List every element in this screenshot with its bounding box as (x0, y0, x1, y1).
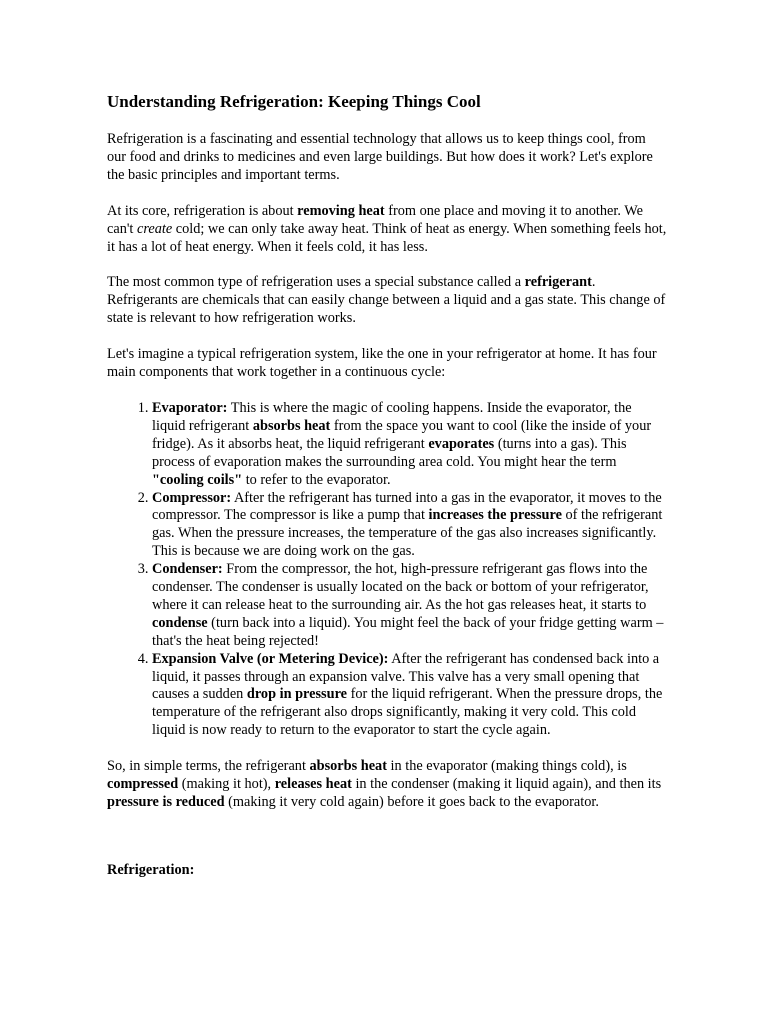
expansion-valve-text-2: for the liquid refrigerant. When the pressure drops, the temperature of the refrigerant also drops significantly, making it very cold. This cold liquid is now ready to return to the evaporator to start the cycle again. (152, 686, 663, 739)
compressor-bold-1: increases the pressure (428, 507, 562, 524)
summary-text-4: in the condenser (making it liquid again), and then its (351, 776, 662, 793)
condenser-text-1: From the compressor, the hot, high-pressure refrigerant gas flows into the condenser. The condenser is usually located on the back or bottom of your refrigerator, where it can release heat to the surrounding air. As the hot gas releases heat, it starts to (152, 561, 649, 613)
expansion-valve-text-1: After the refrigerant has condensed back into a liquid, it passes through an expansion valve. This valve has a very small opening that causes a sudden (152, 650, 660, 703)
expansion-valve-bold-1: drop in pressure (246, 686, 347, 703)
section-subheading: Refrigeration: (107, 861, 195, 878)
core-italic-create: create (136, 220, 173, 237)
summary-paragraph (107, 758, 667, 812)
expansion-valve-term: Expansion Valve (or Metering Device): (152, 650, 389, 667)
system-text: Let's imagine a typical refrigeration system, like the one in your refrigerator at home. It has four main components that work together in a continuous cycle: (107, 346, 657, 381)
condenser-bold-1: condense (152, 614, 208, 631)
evaporator-bold-3: "cooling coils" (152, 471, 243, 488)
list-item-evaporator (152, 400, 667, 490)
compressor-text-2: of the refrigerant gas. When the pressure increases, the temperature of the gas also increases significantly. This is because we are doing work on the gas. (152, 507, 663, 560)
condenser-term: Condenser: (152, 561, 223, 578)
core-paragraph (107, 203, 667, 257)
list-item-compressor (152, 490, 667, 562)
summary-text-5: (making it very cold again) before it goes back to the evaporator. (224, 794, 599, 810)
list-item-expansion-valve (152, 651, 667, 741)
document-page (107, 92, 667, 880)
evaporator-text-4: to refer to the evaporator. (242, 471, 391, 488)
refrigerant-paragraph (107, 274, 667, 328)
document-title: Understanding Refrigeration: Keeping Things Cool (107, 92, 481, 111)
evaporator-text-3: (turns into a gas). This process of evaporation makes the surrounding area cold. You might hear the term (152, 435, 627, 470)
evaporator-text-2: from the space you want to cool (like the inside of your fridge). As it absorbs heat, the liquid refrigerant (152, 417, 652, 452)
evaporator-text-1: This is where the magic of cooling happens. Inside the evaporator, the liquid refrigerant (152, 399, 632, 434)
system-paragraph (107, 346, 667, 382)
core-text-1: At its core, refrigeration is about (107, 202, 298, 219)
summary-bold-2: compressed (107, 776, 179, 793)
summary-bold-4: pressure is reduced (107, 794, 225, 810)
core-text-2: from one place and moving it to another. We can't (107, 202, 643, 237)
summary-text-3: (making it hot), (178, 776, 275, 793)
evaporator-bold-2: evaporates (428, 435, 495, 452)
evaporator-bold-1: absorbs heat (252, 417, 331, 434)
core-text-3: cold; we can only take away heat. Think of heat as energy. When something feels hot, it has a lot of heat energy. When it feels cold, it has less. (107, 220, 667, 255)
intro-paragraph (107, 131, 667, 185)
condenser-text-2: (turn back into a liquid). You might feel the back of your fridge getting warm – that's the heat being rejected! (152, 614, 664, 649)
compressor-text-1: After the refrigerant has turned into a gas in the evaporator, it moves to the compressor. The compressor is like a pump that (152, 489, 662, 524)
refrigerant-bold-term: refrigerant (524, 274, 592, 291)
list-item-condenser (152, 561, 667, 651)
intro-text: Refrigeration is a fascinating and essential technology that allows us to keep things cool, from our food and drinks to medicines and even large buildings. But how does it work? Let's explore the basic principles and important terms. (107, 131, 653, 183)
refrigerant-text-1: The most common type of refrigeration uses a special substance called a (107, 274, 525, 291)
summary-text-2: in the evaporator (making things cold), is (386, 758, 627, 775)
summary-text-1: So, in simple terms, the refrigerant (107, 758, 310, 775)
summary-bold-3: releases heat (274, 776, 352, 793)
evaporator-term: Evaporator: (152, 399, 228, 416)
compressor-term: Compressor: (152, 489, 232, 506)
core-bold-removing-heat: removing heat (297, 202, 385, 219)
summary-bold-1: absorbs heat (309, 758, 387, 775)
components-list (107, 400, 667, 740)
refrigerant-text-2: . Refrigerants are chemicals that can easily change between a liquid and a gas state. This change of state is relevant to how refrigeration works. (107, 274, 666, 327)
